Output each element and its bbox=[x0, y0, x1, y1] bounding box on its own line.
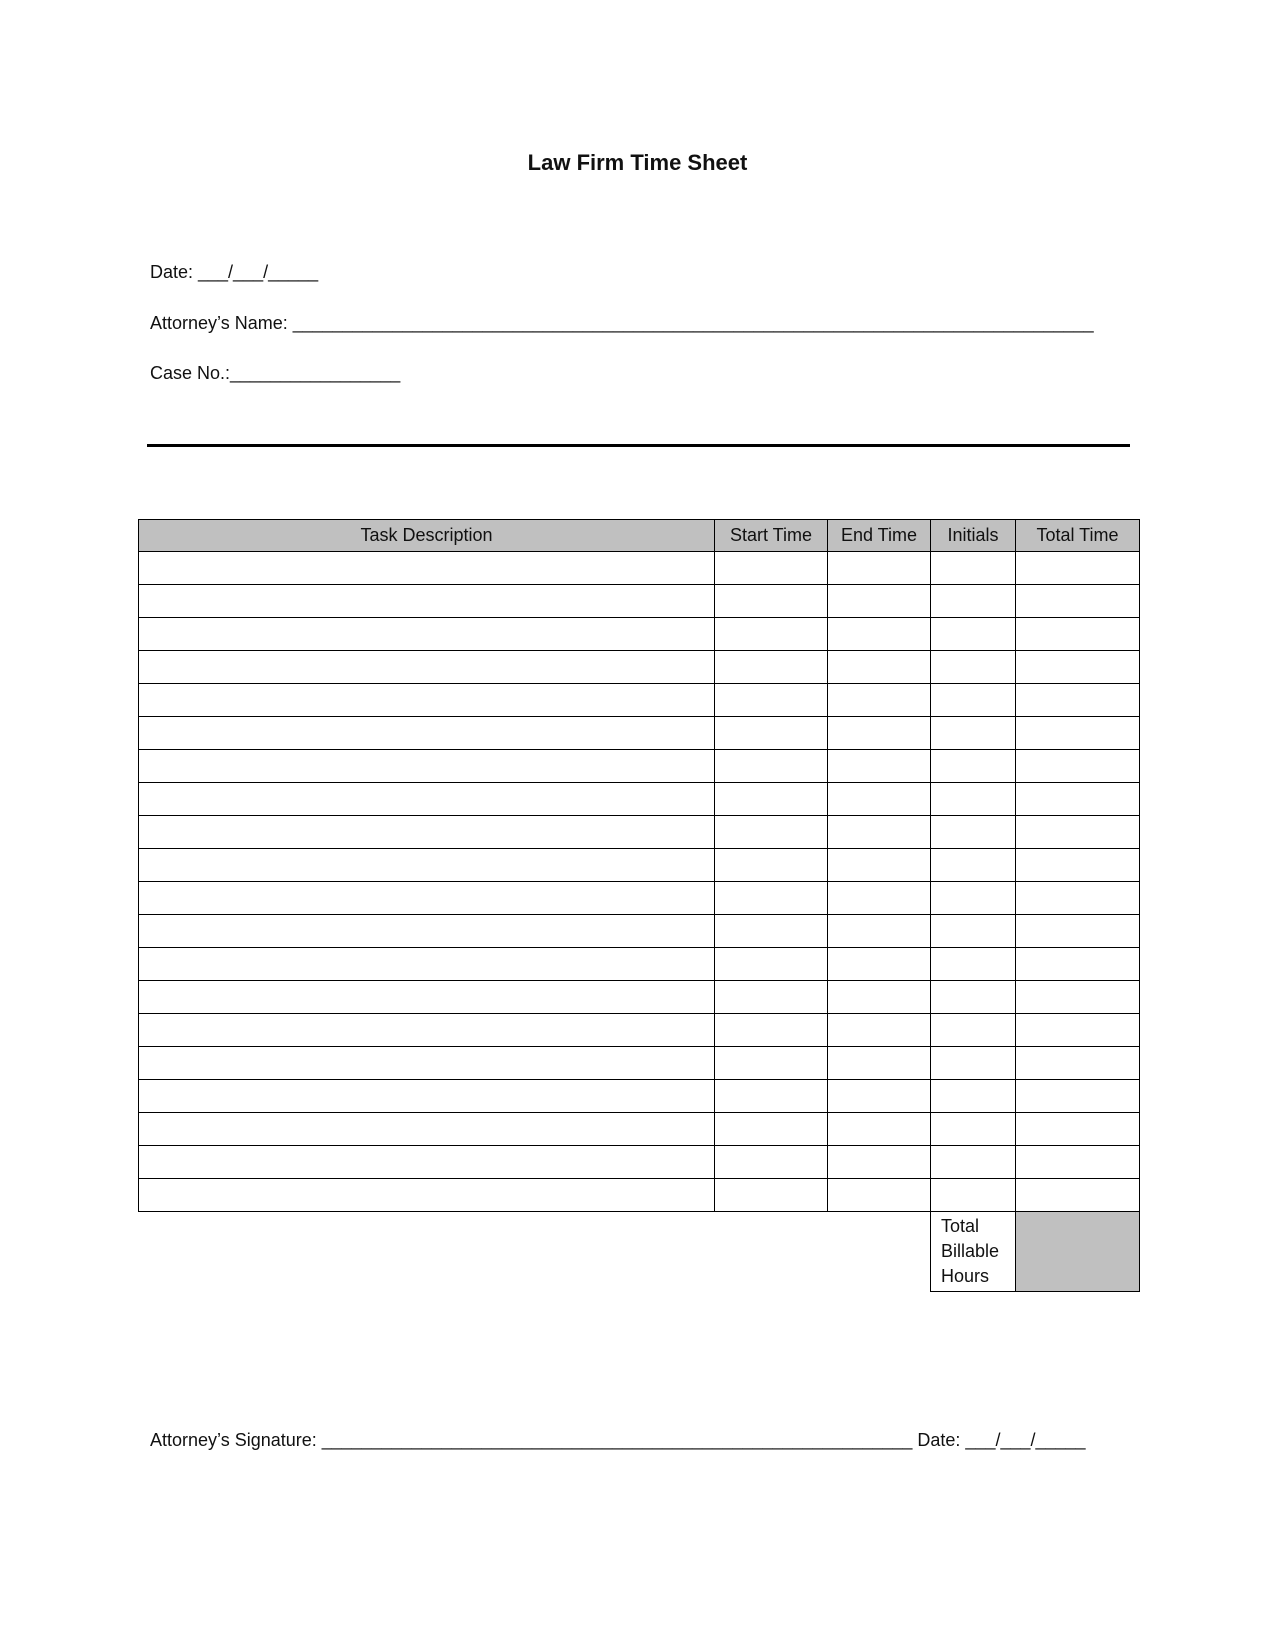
initials-cell[interactable] bbox=[931, 783, 1016, 816]
task-description-cell[interactable] bbox=[139, 882, 715, 915]
start-time-cell[interactable] bbox=[715, 1047, 828, 1080]
table-row bbox=[139, 981, 1140, 1014]
end-time-cell[interactable] bbox=[828, 981, 931, 1014]
table-row bbox=[139, 915, 1140, 948]
end-time-cell[interactable] bbox=[828, 1080, 931, 1113]
table-row bbox=[139, 882, 1140, 915]
total-time-cell[interactable] bbox=[1016, 1179, 1140, 1212]
initials-cell[interactable] bbox=[931, 1014, 1016, 1047]
initials-cell[interactable] bbox=[931, 618, 1016, 651]
total-time-header: Total Time bbox=[1016, 520, 1140, 552]
page-title: Law Firm Time Sheet bbox=[527, 150, 748, 175]
task-description-cell[interactable] bbox=[139, 1047, 715, 1080]
total-time-cell[interactable] bbox=[1016, 1146, 1140, 1179]
start-time-cell[interactable] bbox=[715, 618, 828, 651]
end-time-cell[interactable] bbox=[828, 552, 931, 585]
end-time-cell[interactable] bbox=[828, 651, 931, 684]
total-time-cell[interactable] bbox=[1016, 750, 1140, 783]
table-row bbox=[139, 651, 1140, 684]
task-description-cell[interactable] bbox=[139, 816, 715, 849]
table-row bbox=[139, 1113, 1140, 1146]
end-time-cell[interactable] bbox=[828, 750, 931, 783]
task-description-cell[interactable] bbox=[139, 684, 715, 717]
start-time-cell[interactable] bbox=[715, 717, 828, 750]
table-row bbox=[139, 618, 1140, 651]
attorney-name-field[interactable]: Attorney’s Name: ________________________________________________________________________________ bbox=[150, 313, 1094, 333]
total-time-cell[interactable] bbox=[1016, 552, 1140, 585]
total-time-cell[interactable] bbox=[1016, 618, 1140, 651]
task-description-cell[interactable] bbox=[139, 1080, 715, 1113]
start-time-cell[interactable] bbox=[715, 684, 828, 717]
total-time-cell[interactable] bbox=[1016, 849, 1140, 882]
initials-cell[interactable] bbox=[931, 750, 1016, 783]
initials-cell[interactable] bbox=[931, 1047, 1016, 1080]
end-time-cell[interactable] bbox=[828, 1179, 931, 1212]
task-description-cell[interactable] bbox=[139, 783, 715, 816]
task-description-cell[interactable] bbox=[139, 585, 715, 618]
table-row bbox=[139, 1014, 1140, 1047]
initials-cell[interactable] bbox=[931, 1179, 1016, 1212]
table-header-row bbox=[139, 520, 1140, 552]
initials-cell[interactable] bbox=[931, 882, 1016, 915]
total-time-cell[interactable] bbox=[1016, 1047, 1140, 1080]
table-row bbox=[139, 585, 1140, 618]
task-description-cell[interactable] bbox=[139, 1014, 715, 1047]
start-time-cell[interactable] bbox=[715, 1113, 828, 1146]
initials-cell[interactable] bbox=[931, 849, 1016, 882]
task-description-cell[interactable] bbox=[139, 651, 715, 684]
end-time-cell[interactable] bbox=[828, 948, 931, 981]
end-time-cell[interactable] bbox=[828, 783, 931, 816]
total-time-cell[interactable] bbox=[1016, 651, 1140, 684]
table-row bbox=[139, 717, 1140, 750]
task-description-cell[interactable] bbox=[139, 1179, 715, 1212]
total-row-spacer bbox=[139, 1212, 931, 1292]
date-field[interactable]: Date: ___/___/_____ bbox=[150, 262, 319, 282]
task-description-cell[interactable] bbox=[139, 948, 715, 981]
start-time-cell[interactable] bbox=[715, 882, 828, 915]
total-billable-hours-label: Total Billable Hours bbox=[931, 1212, 1016, 1292]
initials-cell[interactable] bbox=[931, 1146, 1016, 1179]
total-time-cell[interactable] bbox=[1016, 717, 1140, 750]
table-row bbox=[139, 849, 1140, 882]
initials-cell[interactable] bbox=[931, 585, 1016, 618]
initials-header: Initials bbox=[931, 520, 1016, 552]
end-time-cell[interactable] bbox=[828, 618, 931, 651]
end-time-cell[interactable] bbox=[828, 717, 931, 750]
table-row bbox=[139, 552, 1140, 585]
start-time-cell[interactable] bbox=[715, 750, 828, 783]
table-row bbox=[139, 1080, 1140, 1113]
task-description-cell[interactable] bbox=[139, 1146, 715, 1179]
initials-cell[interactable] bbox=[931, 684, 1016, 717]
task-description-cell[interactable] bbox=[139, 915, 715, 948]
total-time-cell[interactable] bbox=[1016, 1080, 1140, 1113]
end-time-cell[interactable] bbox=[828, 1014, 931, 1047]
signature-line[interactable]: Attorney’s Signature: ___________________________________________________________ Date: ___/___/_____ bbox=[150, 1430, 1086, 1450]
total-time-cell[interactable] bbox=[1016, 882, 1140, 915]
case-number-field[interactable]: Case No.:_________________ bbox=[150, 363, 401, 383]
end-time-header: End Time bbox=[828, 520, 931, 552]
task-description-header: Task Description bbox=[139, 520, 715, 552]
initials-cell[interactable] bbox=[931, 651, 1016, 684]
initials-cell[interactable] bbox=[931, 948, 1016, 981]
end-time-cell[interactable] bbox=[828, 1047, 931, 1080]
total-time-cell[interactable] bbox=[1016, 783, 1140, 816]
total-time-cell[interactable] bbox=[1016, 684, 1140, 717]
total-time-cell[interactable] bbox=[1016, 1113, 1140, 1146]
total-billable-row bbox=[139, 1212, 1140, 1292]
start-time-cell[interactable] bbox=[715, 1014, 828, 1047]
initials-cell[interactable] bbox=[931, 981, 1016, 1014]
end-time-cell[interactable] bbox=[828, 684, 931, 717]
start-time-cell[interactable] bbox=[715, 1179, 828, 1212]
start-time-cell[interactable] bbox=[715, 783, 828, 816]
end-time-cell[interactable] bbox=[828, 1113, 931, 1146]
total-billable-hours-cell[interactable] bbox=[1016, 1212, 1140, 1292]
end-time-cell[interactable] bbox=[828, 849, 931, 882]
start-time-cell[interactable] bbox=[715, 651, 828, 684]
start-time-cell[interactable] bbox=[715, 816, 828, 849]
initials-cell[interactable] bbox=[931, 1113, 1016, 1146]
total-time-cell[interactable] bbox=[1016, 816, 1140, 849]
start-time-header: Start Time bbox=[715, 520, 828, 552]
start-time-cell[interactable] bbox=[715, 981, 828, 1014]
task-description-cell[interactable] bbox=[139, 552, 715, 585]
end-time-cell[interactable] bbox=[828, 882, 931, 915]
task-description-cell[interactable] bbox=[139, 849, 715, 882]
table-row bbox=[139, 684, 1140, 717]
total-time-cell[interactable] bbox=[1016, 1014, 1140, 1047]
task-description-cell[interactable] bbox=[139, 1113, 715, 1146]
task-description-cell[interactable] bbox=[139, 717, 715, 750]
initials-cell[interactable] bbox=[931, 552, 1016, 585]
table-row bbox=[139, 783, 1140, 816]
task-description-cell[interactable] bbox=[139, 981, 715, 1014]
start-time-cell[interactable] bbox=[715, 552, 828, 585]
table-row bbox=[139, 948, 1140, 981]
time-sheet-table bbox=[138, 519, 1140, 1292]
end-time-cell[interactable] bbox=[828, 1146, 931, 1179]
table-row bbox=[139, 816, 1140, 849]
start-time-cell[interactable] bbox=[715, 948, 828, 981]
table-row bbox=[139, 1146, 1140, 1179]
end-time-cell[interactable] bbox=[828, 915, 931, 948]
table-row bbox=[139, 750, 1140, 783]
task-description-cell[interactable] bbox=[139, 618, 715, 651]
total-time-cell[interactable] bbox=[1016, 948, 1140, 981]
total-time-cell[interactable] bbox=[1016, 981, 1140, 1014]
initials-cell[interactable] bbox=[931, 816, 1016, 849]
header-divider bbox=[147, 444, 1130, 447]
initials-cell[interactable] bbox=[931, 1080, 1016, 1113]
initials-cell[interactable] bbox=[931, 717, 1016, 750]
table-row bbox=[139, 1179, 1140, 1212]
total-time-cell[interactable] bbox=[1016, 915, 1140, 948]
start-time-cell[interactable] bbox=[715, 915, 828, 948]
table-body bbox=[139, 552, 1140, 1212]
end-time-cell[interactable] bbox=[828, 816, 931, 849]
start-time-cell[interactable] bbox=[715, 849, 828, 882]
end-time-cell[interactable] bbox=[828, 585, 931, 618]
start-time-cell[interactable] bbox=[715, 1146, 828, 1179]
start-time-cell[interactable] bbox=[715, 585, 828, 618]
total-time-cell[interactable] bbox=[1016, 585, 1140, 618]
initials-cell[interactable] bbox=[931, 915, 1016, 948]
task-description-cell[interactable] bbox=[139, 750, 715, 783]
table-row bbox=[139, 1047, 1140, 1080]
start-time-cell[interactable] bbox=[715, 1080, 828, 1113]
